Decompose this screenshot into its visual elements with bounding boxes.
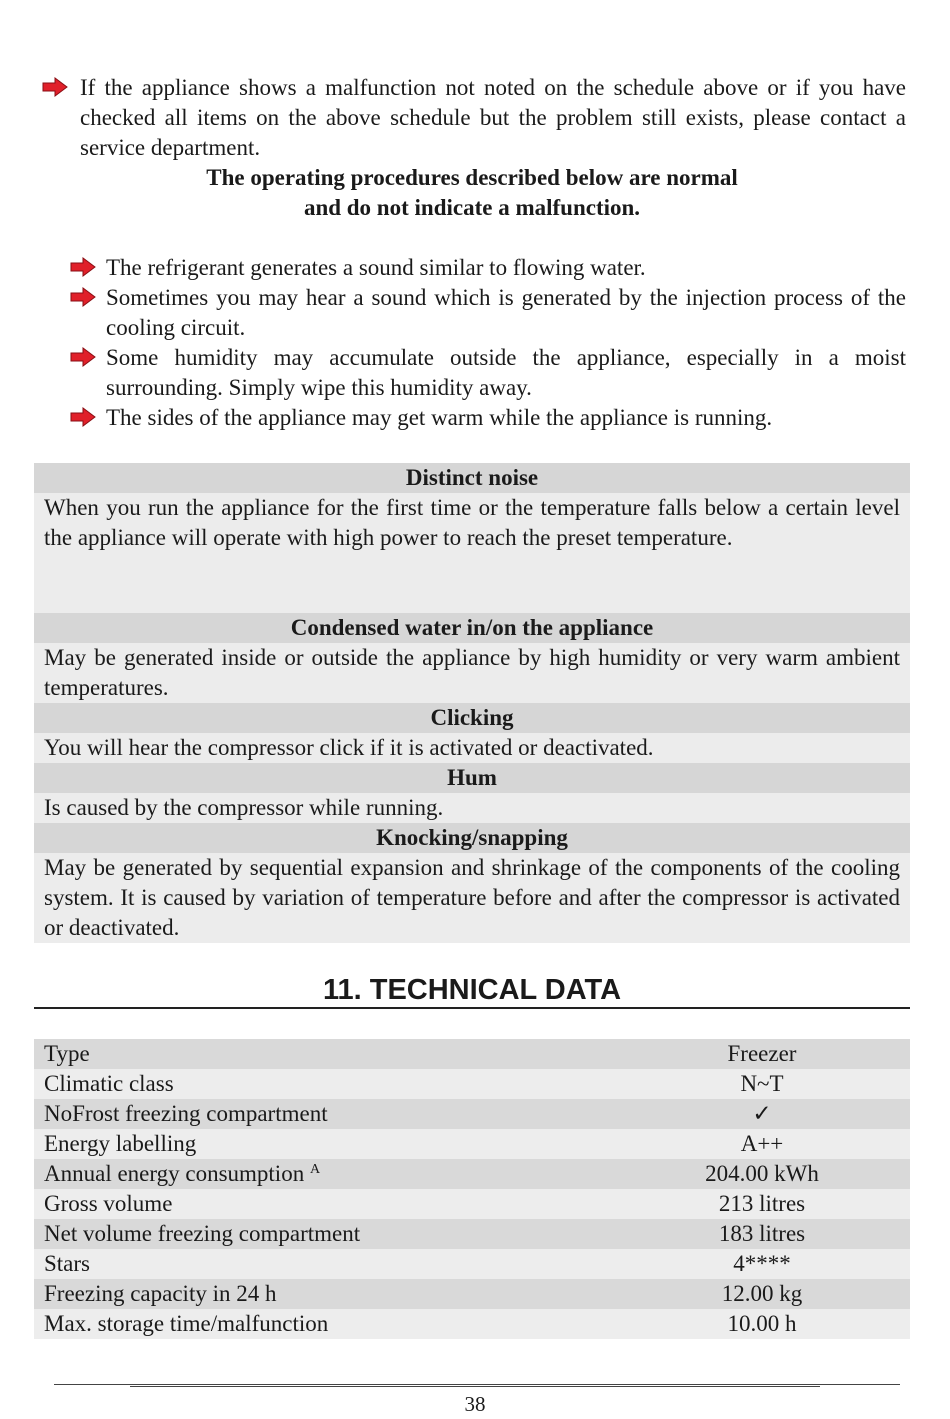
noise-description: May be generated inside or outside the appliance by high humidity or very warm ambient temperatures.	[34, 643, 910, 703]
checkmark-icon: ✓	[614, 1099, 910, 1129]
noise-heading: Condensed water in/on the appliance	[34, 613, 910, 643]
bullet-item: Some humidity may accumulate outside the appliance, especially in a moist surrounding. Simply wipe this humidity away.	[106, 345, 906, 400]
footnote-marker: A	[309, 1162, 321, 1177]
spec-label: Energy labelling	[34, 1129, 614, 1159]
table-row	[34, 1159, 910, 1189]
spec-label: Gross volume	[34, 1189, 614, 1219]
spec-label: Annual energy consumption	[44, 1161, 305, 1186]
bullet-item: The sides of the appliance may get warm while the appliance is running.	[106, 405, 773, 430]
noise-heading: Hum	[34, 763, 910, 793]
spec-label: Max. storage time/malfunction	[34, 1309, 614, 1339]
red-arrow-icon	[42, 77, 68, 97]
spec-value: 204.00 kWh	[614, 1159, 910, 1189]
red-arrow-icon	[70, 287, 96, 307]
noise-description: You will hear the compressor click if it is activated or deactivated.	[34, 733, 910, 763]
spec-label: Freezing capacity in 24 h	[34, 1279, 614, 1309]
noise-heading: Knocking/snapping	[34, 823, 910, 853]
page-number: 38	[464, 1392, 486, 1416]
spec-label: Net volume freezing compartment	[34, 1219, 614, 1249]
spec-label: NoFrost freezing compartment	[34, 1099, 614, 1129]
noise-description: When you run the appliance for the first time or the temperature falls below a certain level the appliance will operate with high power to reach the preset temperature.	[34, 493, 910, 613]
table-row	[34, 1099, 910, 1129]
spec-value: A++	[614, 1129, 910, 1159]
red-arrow-icon	[70, 257, 96, 277]
bullet-item: The refrigerant generates a sound similar to flowing water.	[106, 255, 646, 280]
spec-value: 183 litres	[614, 1219, 910, 1249]
normal-notice-line2: and do not indicate a malfunction.	[303, 195, 641, 220]
noise-description: Is caused by the compressor while running.	[34, 793, 910, 823]
noise-description: May be generated by sequential expansion and shrinkage of the components of the cooling system. It is caused by variation of temperature before and after the compressor is activated or deactivated.	[34, 853, 910, 943]
noise-heading: Clicking	[34, 703, 910, 733]
normal-notice-line1: The operating procedures described below are normal	[206, 165, 738, 190]
spec-label-cell	[34, 1159, 614, 1189]
table-row	[34, 1189, 910, 1219]
spec-label: Climatic class	[34, 1069, 614, 1099]
noise-table	[34, 463, 910, 943]
spec-value: 213 litres	[614, 1189, 910, 1219]
spec-value: 4****	[614, 1249, 910, 1279]
spec-label: Type	[34, 1039, 614, 1069]
table-row	[34, 1309, 910, 1339]
bullet-item: Sometimes you may hear a sound which is generated by the injection process of the cooling circuit.	[106, 285, 906, 340]
table-row	[34, 1219, 910, 1249]
spec-value: Freezer	[614, 1039, 910, 1069]
red-arrow-icon	[70, 347, 96, 367]
red-arrow-icon	[70, 407, 96, 427]
spec-value: N~T	[614, 1069, 910, 1099]
table-row	[34, 1039, 910, 1069]
spec-value: 12.00 kg	[614, 1279, 910, 1309]
section-divider	[34, 1007, 910, 1009]
table-row	[34, 1129, 910, 1159]
table-row	[34, 1279, 910, 1309]
technical-data-table	[34, 1039, 910, 1339]
table-row	[34, 1249, 910, 1279]
table-row	[34, 1069, 910, 1099]
noise-heading: Distinct noise	[34, 463, 910, 493]
intro-paragraph: If the appliance shows a malfunction not noted on the schedule above or if you have checked all items on the above schedule but the problem still exists, please contact a service department.	[80, 75, 906, 160]
spec-value: 10.00 h	[614, 1309, 910, 1339]
footer-divider	[54, 1384, 900, 1385]
section-title: 11. TECHNICAL DATA	[322, 974, 622, 1006]
spec-label: Stars	[34, 1249, 614, 1279]
footer-divider	[130, 1386, 820, 1387]
